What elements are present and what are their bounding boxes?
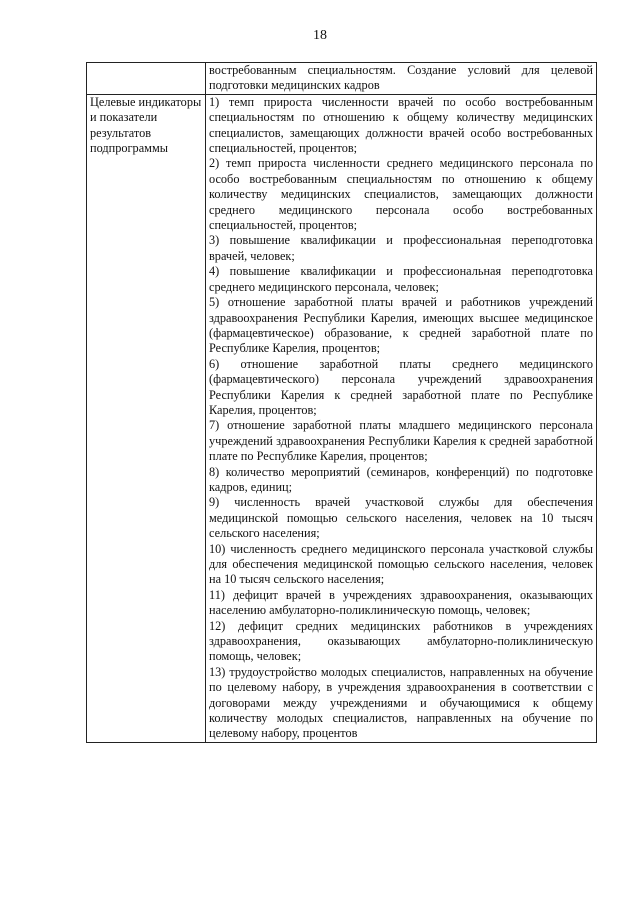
subprogram-table <box>86 62 597 743</box>
continuation-text-cell: востребованным специальностям. Создание условий для целевой подготовки медицинских кадров <box>206 63 597 95</box>
indicator-item: 5) отношение заработной платы врачей и работников учреждений здравоохранения Республики Карелия, имеющих высшее медицинское (фармацевтическое) образование, к средней заработной плате по Республике Карелия, процентов; <box>209 295 593 356</box>
indicator-item: 8) количество мероприятий (семинаров, конференций) по подготовке кадров, единиц; <box>209 464 593 494</box>
page-number: 18 <box>313 28 327 43</box>
indicators-label-cell: Целевые индикаторы и показатели результатов подпрограммы <box>87 94 206 742</box>
continuation-label-cell <box>87 63 206 95</box>
indicator-item: 13) трудоустройство молодых специалистов, направленных на обучение по целевому набору, в учреждения здравоохранения в соответствии с договорами между учреждениями и обучающимися к общему количеству молодых специалистов, направленных на обучение по целевому набору, процентов <box>209 664 593 741</box>
indicator-item: 9) численность врачей участковой службы для обеспечения медицинской помощью сельского населения, человек на 10 тысяч сельского населения; <box>209 495 593 541</box>
indicator-item: 10) численность среднего медицинского персонала участковой службы для обеспечения медицинской помощью сельского населения, человек на 10 тысяч сельского населения; <box>209 541 593 587</box>
indicator-item: 6) отношение заработной платы среднего медицинского (фармацевтического) персонала учреждений здравоохранения Республики Карелия к средней заработной плате по Республике Карелия, процентов; <box>209 356 593 417</box>
indicator-item: 3) повышение квалификации и профессиональная переподготовка врачей, человек; <box>209 233 593 263</box>
indicator-item: 4) повышение квалификации и профессиональная переподготовка среднего медицинского персонала, человек; <box>209 264 593 294</box>
indicator-item: 2) темп прироста численности среднего медицинского персонала по особо востребованным специальностям по отношению к общему количеству медицинских специалистов, замещающих должности среднего медицинского персонала особо востребованных специальностей, процентов; <box>209 156 593 233</box>
indicator-item: 1) темп прироста численности врачей по особо востребованным специальностям по отношению к общему количеству медицинских специалистов, замещающих должности врачей особо востребованных специальностей, процентов; <box>209 94 593 156</box>
indicator-item: 12) дефицит средних медицинских работников в учреждениях здравоохранения, оказывающих амбулаторно-поликлиническую помощь, человек; <box>209 618 593 664</box>
table-row-indicators <box>87 94 597 742</box>
indicator-item: 7) отношение заработной платы младшего медицинского персонала учреждений здравоохранения Республики Карелия к средней заработной плате по Республике Карелия, процентов; <box>209 418 593 464</box>
indicator-item: 11) дефицит врачей в учреждениях здравоохранения, оказывающих населению амбулаторно-поликлиническую помощь, человек; <box>209 587 593 618</box>
indicators-list-cell <box>206 94 597 742</box>
table-row-continuation <box>87 63 597 95</box>
